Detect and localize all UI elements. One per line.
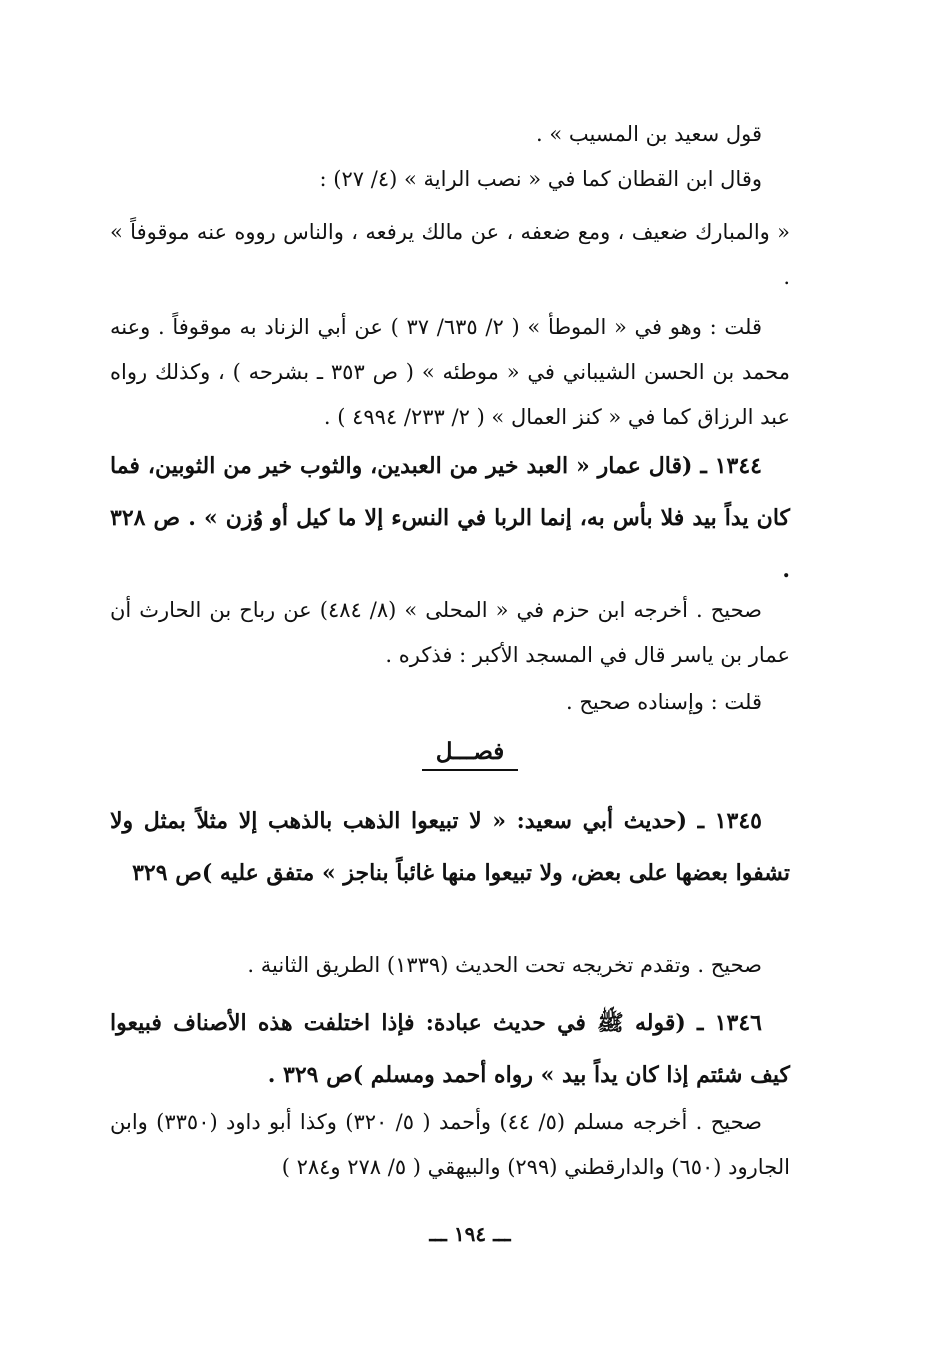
takhrij-paragraph: صحيح . أخرجه ابن حزم في « المحلى » (٨/ ٤٨٤) عن رباح بن الحارث أن عمار بن ياسر قال في المسجد الأكبر : فذكره . <box>110 598 790 667</box>
quote-paragraph: « والمبارك ضعيف ، ومع ضعفه ، عن مالك يرفعه ، والناس رووه عنه موقوفاً » . <box>110 220 790 289</box>
takhrij-paragraph: صحيح . أخرجه مسلم (٥/ ٤٤) وأحمد ( ٥/ ٣٢٠) وكذا أبو داود (٣٣٥٠) وابن الجارود (٦٥٠) والدارقطني (٢٩٩) والبيهقي ( ٥/ ٢٧٨ و٢٨٤ ) <box>110 1110 790 1179</box>
text-paragraph: قول سعيد بن المسيب » . <box>535 122 762 146</box>
page-number: ـــ ١٩٤ ـــ <box>429 1222 511 1246</box>
hadith-1346: ١٣٤٦ ـ (قوله ﷺ في حديث عبادة: فإذا اختلفت هذه الأصناف فبيعوا كيف شئتم إذا كان يداً بيد » رواه أحمد ومسلم )ص ٣٢٩ . <box>110 1010 790 1088</box>
hadith-1345: ١٣٤٥ ـ (حديث أبي سعيد: « لا تبيعوا الذهب بالذهب إلا مثلاً بمثل ولا تشفوا بعضها على بعض، ولا تبيعوا منها غائباً بناجز » متفق عليه )ص ٣٢٩ <box>110 808 790 886</box>
takhrij-paragraph: صحيح . وتقدم تخريجه تحت الحديث (١٣٣٩) الطريق الثانية . <box>247 953 762 977</box>
hadith-1344: ١٣٤٤ ـ (قال عمار « العبد خير من العبدين، والثوب خير من الثوبين، فما كان يداً بيد فلا بأس به، إنما الربا في النسء إلا ما كيل أو وُزن » . ص ٣٢٨ . <box>110 453 790 583</box>
text-paragraph: وقال ابن القطان كما في « نصب الراية » (٤/ ٢٧) : <box>319 167 762 191</box>
text-paragraph: قلت : وإسناده صحيح . <box>565 690 762 714</box>
text-paragraph: قلت : وهو في « الموطأ » ( ٢/ ٦٣٥/ ٣٧ ) عن أبي الزناد به موقوفاً . وعنه محمد بن الحسن الشيباني في « موطئه » ( ص ٣٥٣ ـ بشرحه ) ، وكذلك رواه عبد الرزاق كما في « كنز العمال » ( ٢/ ٢٣٣/ ٤٩٩٤ ) . <box>110 315 790 429</box>
section-heading: فصـــل <box>0 738 940 765</box>
